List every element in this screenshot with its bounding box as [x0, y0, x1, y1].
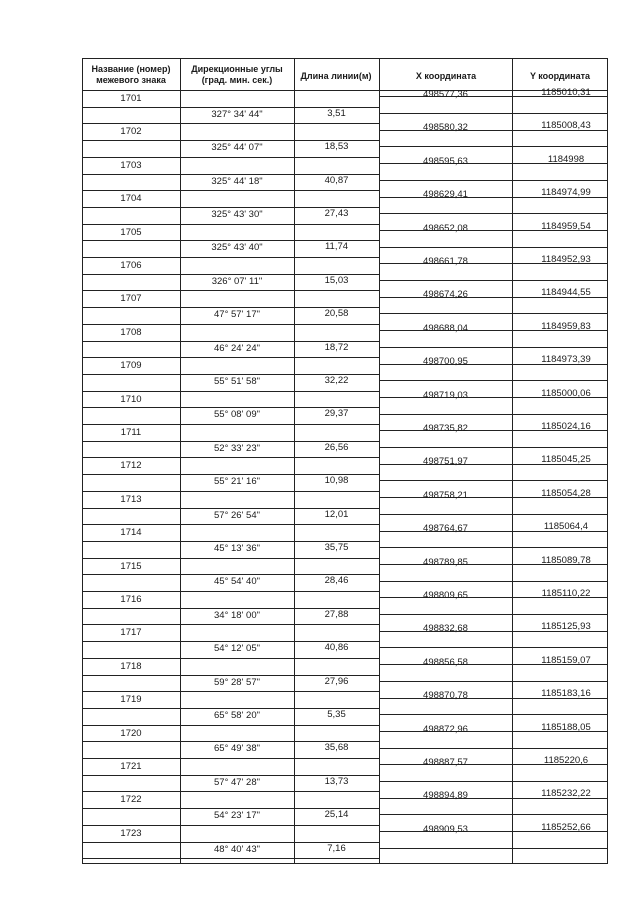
x-coordinate: 498758,21: [423, 489, 468, 501]
point-name: 1704: [120, 193, 142, 205]
y-coordinate: 1184974,99: [541, 187, 591, 199]
table-row-rule: [82, 825, 379, 826]
point-name: 1717: [120, 627, 142, 639]
point-name: 1715: [120, 560, 142, 572]
line-length: 18,72: [324, 341, 349, 353]
y-coordinate: 1185159,07: [541, 654, 591, 666]
x-coordinate: 498577,36: [423, 89, 468, 100]
table-row-rule: [82, 758, 379, 759]
x-coordinate: 498661,78: [423, 256, 468, 267]
directional-angle: 55° 21' 16": [214, 476, 260, 488]
table-row-rule: [82, 624, 379, 625]
line-length: 5,35: [327, 708, 346, 720]
table-row-rule: [82, 791, 379, 792]
y-coordinate: 1185252,66: [541, 821, 591, 833]
x-coordinate: 498887,57: [423, 757, 468, 768]
table-row-rule: [82, 457, 379, 458]
table-row-rule: [379, 414, 608, 415]
y-coordinate: 1185188,05: [541, 721, 591, 733]
y-coordinate: 1185064,4: [543, 521, 589, 533]
header-name: Название (номер) межевого знака: [91, 64, 171, 85]
table-row-rule: [82, 658, 379, 659]
table-row-rule: [82, 324, 379, 325]
table-bottom-rule: [82, 863, 608, 864]
directional-angle: 57° 47' 28": [214, 776, 260, 788]
line-length: 12,01: [324, 508, 349, 520]
y-coordinate: 1185110,22: [541, 588, 591, 599]
point-name: 1701: [120, 93, 142, 104]
y-coordinate: 1184973,39: [541, 354, 591, 366]
line-length: 26,56: [324, 441, 349, 453]
table-row-rule: [82, 224, 379, 225]
x-coordinate: 498856,58: [423, 656, 468, 668]
table-row-rule: [379, 647, 608, 648]
line-length: 18,53: [324, 141, 349, 153]
line-length: 10,98: [324, 475, 349, 487]
x-coordinate: 498909,53: [423, 823, 468, 835]
y-coordinate: 1185024,16: [541, 421, 591, 432]
table-row-rule: [82, 257, 379, 258]
point-name: 1703: [120, 159, 142, 171]
table-row-rule: [82, 725, 379, 726]
table-row-rule: [82, 491, 379, 492]
table-row-rule: [379, 547, 608, 548]
table-row-rule: [379, 180, 608, 181]
table-row-rule: [379, 213, 608, 214]
table-row-rule: [379, 247, 608, 248]
line-length: 15,03: [324, 274, 349, 286]
table-row-rule: [379, 514, 608, 515]
table-row-rule: [379, 848, 608, 849]
y-coordinate: 1185232,22: [541, 788, 591, 800]
directional-angle: 48° 40' 43": [214, 843, 260, 855]
table-row-rule: [82, 524, 379, 525]
table-row-rule: [82, 558, 379, 559]
directional-angle: 57° 26' 54": [214, 509, 260, 521]
table-row-rule: [379, 814, 608, 815]
table-row-rule: [379, 480, 608, 481]
x-coordinate: 498894,89: [423, 790, 468, 802]
table-row-rule: [379, 781, 608, 782]
table-row-rule: [379, 581, 608, 582]
x-coordinate: 498751,97: [423, 456, 468, 468]
y-coordinate: 1184959,54: [541, 220, 591, 232]
line-length: 25,14: [324, 809, 349, 821]
table-row-rule: [82, 190, 379, 191]
y-coordinate: 1185054,28: [541, 487, 591, 499]
x-coordinate: 498870,78: [423, 690, 468, 702]
point-name: 1721: [120, 761, 142, 772]
directional-angle: 326° 07' 11": [211, 275, 263, 287]
directional-angle: 59° 28' 57": [214, 676, 260, 688]
directional-angle: 52° 33' 23": [214, 442, 260, 454]
line-length: 11,74: [324, 241, 349, 253]
header-length: Длина линии(м): [300, 71, 372, 81]
table-row-rule: [82, 123, 379, 124]
table-row-rule: [82, 591, 379, 592]
x-coordinate: 498580,32: [423, 122, 468, 134]
x-coordinate: 498719,03: [423, 389, 468, 401]
point-name: 1706: [120, 260, 142, 271]
y-coordinate: 1184944,55: [541, 287, 591, 299]
point-name: 1723: [120, 827, 142, 839]
table-row-rule: [379, 681, 608, 682]
y-coordinate: 1185125,93: [541, 621, 591, 633]
point-name: 1712: [120, 460, 142, 472]
point-name: 1722: [120, 794, 142, 806]
table-top-rule: [82, 58, 608, 59]
table-row-rule: [379, 313, 608, 314]
directional-angle: 327° 34' 44": [211, 108, 263, 120]
line-length: 29,37: [324, 408, 349, 420]
directional-angle: 325° 43' 30": [211, 208, 263, 220]
directional-angle: 55° 08' 09": [214, 409, 260, 421]
point-name: 1711: [120, 427, 142, 438]
table-row-rule: [82, 691, 379, 692]
x-coordinate: 498595,63: [423, 155, 468, 167]
y-coordinate: 1184998: [547, 153, 585, 165]
table-row-rule: [379, 113, 608, 114]
x-coordinate: 498700,95: [423, 356, 468, 368]
y-coordinate: 1185183,16: [541, 688, 591, 700]
directional-angle: 54° 23' 17": [214, 810, 260, 822]
point-name: 1714: [120, 527, 142, 539]
directional-angle: 65° 49' 38": [214, 743, 260, 755]
directional-angle: 46° 24' 24": [214, 342, 260, 354]
directional-angle: 45° 54' 40": [214, 576, 260, 588]
x-coordinate: 498735,82: [423, 423, 468, 434]
line-length: 35,68: [324, 742, 349, 754]
point-name: 1716: [120, 594, 142, 605]
y-coordinate: 1184952,93: [541, 254, 591, 265]
directional-angle: 45° 13' 36": [214, 542, 260, 554]
table-row-rule: [82, 424, 379, 425]
line-length: 27,88: [324, 608, 349, 620]
table-row-rule: [82, 357, 379, 358]
point-name: 1702: [120, 126, 142, 138]
line-length: 40,86: [324, 642, 349, 654]
line-length: 28,46: [324, 575, 349, 587]
header-angle: Дирекционные углы (град. мин. сек.): [191, 64, 283, 85]
point-name: 1719: [120, 694, 142, 706]
point-name: 1708: [120, 326, 142, 338]
x-coordinate: 498764,67: [423, 523, 468, 535]
x-coordinate: 498872,96: [423, 723, 468, 735]
x-coordinate: 498652,08: [423, 222, 468, 234]
line-length: 7,16: [327, 842, 346, 854]
line-length: 40,87: [324, 174, 349, 186]
line-length: 20,58: [324, 308, 349, 320]
point-name: 1718: [120, 660, 142, 672]
point-name: 1707: [120, 293, 142, 305]
x-coordinate: 498809,65: [423, 590, 468, 601]
y-coordinate: 1185008,43: [541, 120, 591, 132]
table-row-rule: [379, 380, 608, 381]
table-row-rule: [379, 447, 608, 448]
directional-angle: 55° 51' 58": [214, 375, 260, 387]
point-name: 1710: [120, 393, 142, 405]
table-row-rule: [379, 748, 608, 749]
line-length: 13,73: [324, 775, 349, 787]
table-row-rule: [82, 290, 379, 291]
x-coordinate: 498629,41: [423, 189, 468, 201]
table-row-rule: [82, 157, 379, 158]
table-row-rule: [379, 146, 608, 147]
line-length: 32,22: [324, 374, 349, 386]
x-coordinate: 498832,68: [423, 623, 468, 635]
y-coordinate: 1184959,83: [541, 320, 591, 332]
point-name: 1720: [120, 727, 142, 739]
point-name: 1709: [120, 360, 142, 372]
directional-angle: 325° 43' 40": [211, 242, 263, 254]
y-coordinate: 1185010,31: [541, 87, 591, 98]
directional-angle: 325° 44' 18": [211, 175, 263, 187]
line-length: 35,75: [324, 541, 349, 553]
y-coordinate: 1185089,78: [541, 554, 591, 566]
boundary-coordinates-table: [82, 58, 608, 864]
directional-angle: 65° 58' 20": [214, 709, 260, 721]
line-length: 27,96: [324, 675, 349, 687]
directional-angle: 34° 18' 00": [214, 609, 260, 621]
point-name: 1713: [120, 493, 142, 505]
table-row-rule: [379, 714, 608, 715]
table-row-rule: [379, 280, 608, 281]
x-coordinate: 498674,26: [423, 289, 468, 301]
x-coordinate: 498688,04: [423, 322, 468, 334]
line-length: 3,51: [327, 107, 346, 119]
directional-angle: 54° 12' 05": [214, 643, 260, 655]
table-row-rule: [379, 347, 608, 348]
table-row-rule: [82, 858, 379, 859]
directional-angle: 325° 44' 07": [211, 142, 263, 154]
line-length: 27,43: [324, 207, 349, 219]
header-x: X координата: [415, 71, 477, 81]
table-row-rule: [82, 391, 379, 392]
x-coordinate: 498789,85: [423, 556, 468, 568]
y-coordinate: 1185000,06: [541, 387, 591, 399]
table-row-rule: [379, 614, 608, 615]
header-y: Y координата: [529, 71, 591, 81]
directional-angle: 47° 57' 17": [214, 309, 260, 321]
y-coordinate: 1185045,25: [541, 454, 591, 466]
y-coordinate: 1185220,6: [543, 755, 589, 766]
point-name: 1705: [120, 226, 142, 238]
